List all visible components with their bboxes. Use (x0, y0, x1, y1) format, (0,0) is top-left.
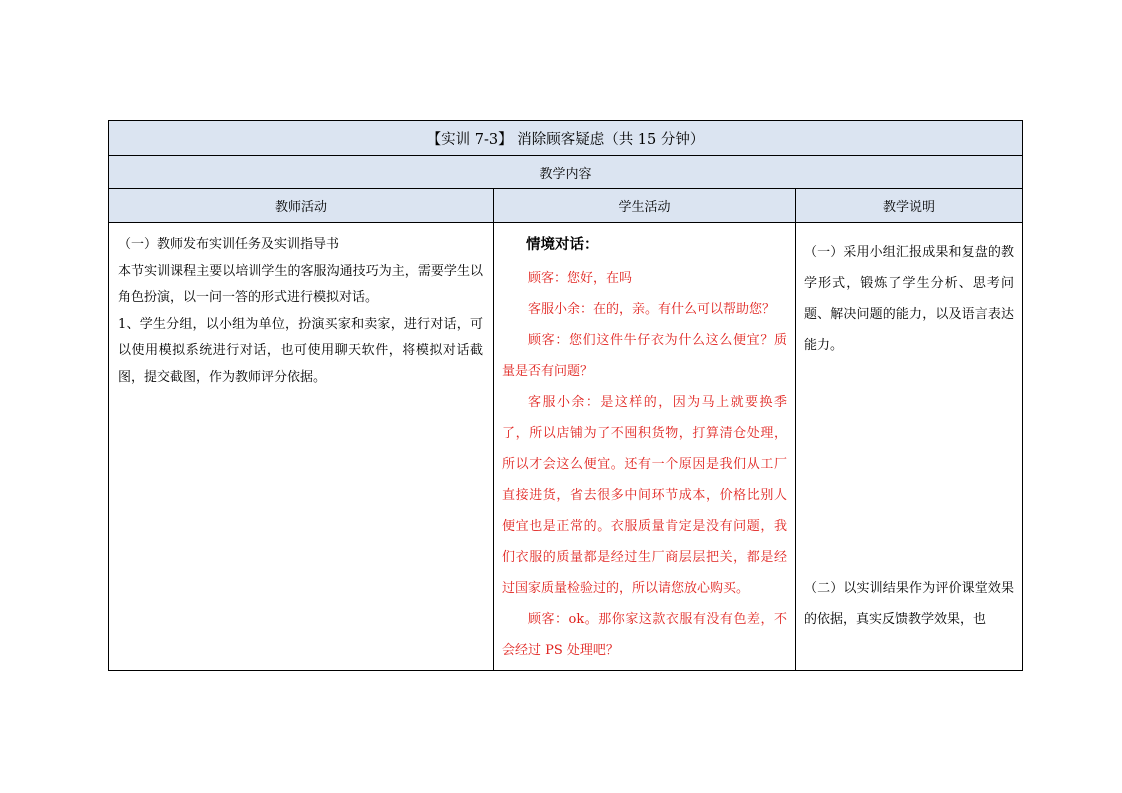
dialogue-line: 顾客：您们这件牛仔衣为什么这么便宜？质量是否有问题？ (502, 333, 787, 379)
section-header: 教学内容 (539, 166, 592, 182)
content-row (109, 223, 1022, 670)
column-header-teacher: 教师活动 (109, 189, 494, 222)
dialogue-line: 顾客：ok。那你家这款衣服有没有色差，不会经过 PS 处理吧？ (502, 612, 787, 658)
section-header-row (109, 156, 1022, 189)
dialogue-heading: 情境对话： (526, 237, 599, 253)
column-header-row (109, 189, 1022, 223)
note-item: （一）采用小组汇报成果和复盘的教学形式，锻炼了学生分析、思考问题、解决问题的能力，以及语言表达能力。 (804, 245, 1014, 353)
table-title-row (109, 121, 1022, 156)
dialogue-line: 顾客：您好，在吗 (528, 271, 633, 286)
teacher-line: 本节实训课程主要以培训学生的客服沟通技巧为主，需要学生以角色扮演，以一问一答的形式进行模拟对话。 (118, 263, 483, 305)
teacher-line: 1、学生分组，以小组为单位，扮演买家和卖家，进行对话，可以使用模拟系统进行对话，也可使用聊天软件，将模拟对话截图，提交截图，作为教师评分依据。 (118, 316, 483, 385)
teaching-notes-cell (796, 223, 1022, 670)
column-header-student: 学生活动 (494, 189, 796, 222)
table-title: 【实训 7-3】 消除顾客疑虑（共 15 分钟） (426, 131, 705, 148)
teacher-line: （一）教师发布实训任务及实训指导书 (118, 237, 340, 252)
column-header-notes: 教学说明 (882, 200, 935, 215)
dialogue-line: 客服小余：在的，亲。有什么可以帮助您？ (528, 302, 776, 317)
teacher-activity-cell (109, 223, 494, 670)
student-activity-cell (494, 223, 796, 670)
dialogue-line: 客服小余：是这样的，因为马上就要换季了，所以店铺为了不囤积货物，打算清仓处理，所以才会这么便宜。还有一个原因是我们从工厂直接进货，省去很多中间环节成本，价格比别人便宜也是正常的。衣服质量肯定是没有问题，我们衣服的质量都是经过生厂商层层把关，都是经过国家质量检验过的，所以请您放心购买。 (502, 395, 787, 596)
note-item: （二）以实训结果作为评价课堂效果的依据，真实反馈教学效果，也 (804, 581, 1014, 627)
lesson-table (108, 120, 1023, 671)
spacer (804, 361, 1014, 573)
